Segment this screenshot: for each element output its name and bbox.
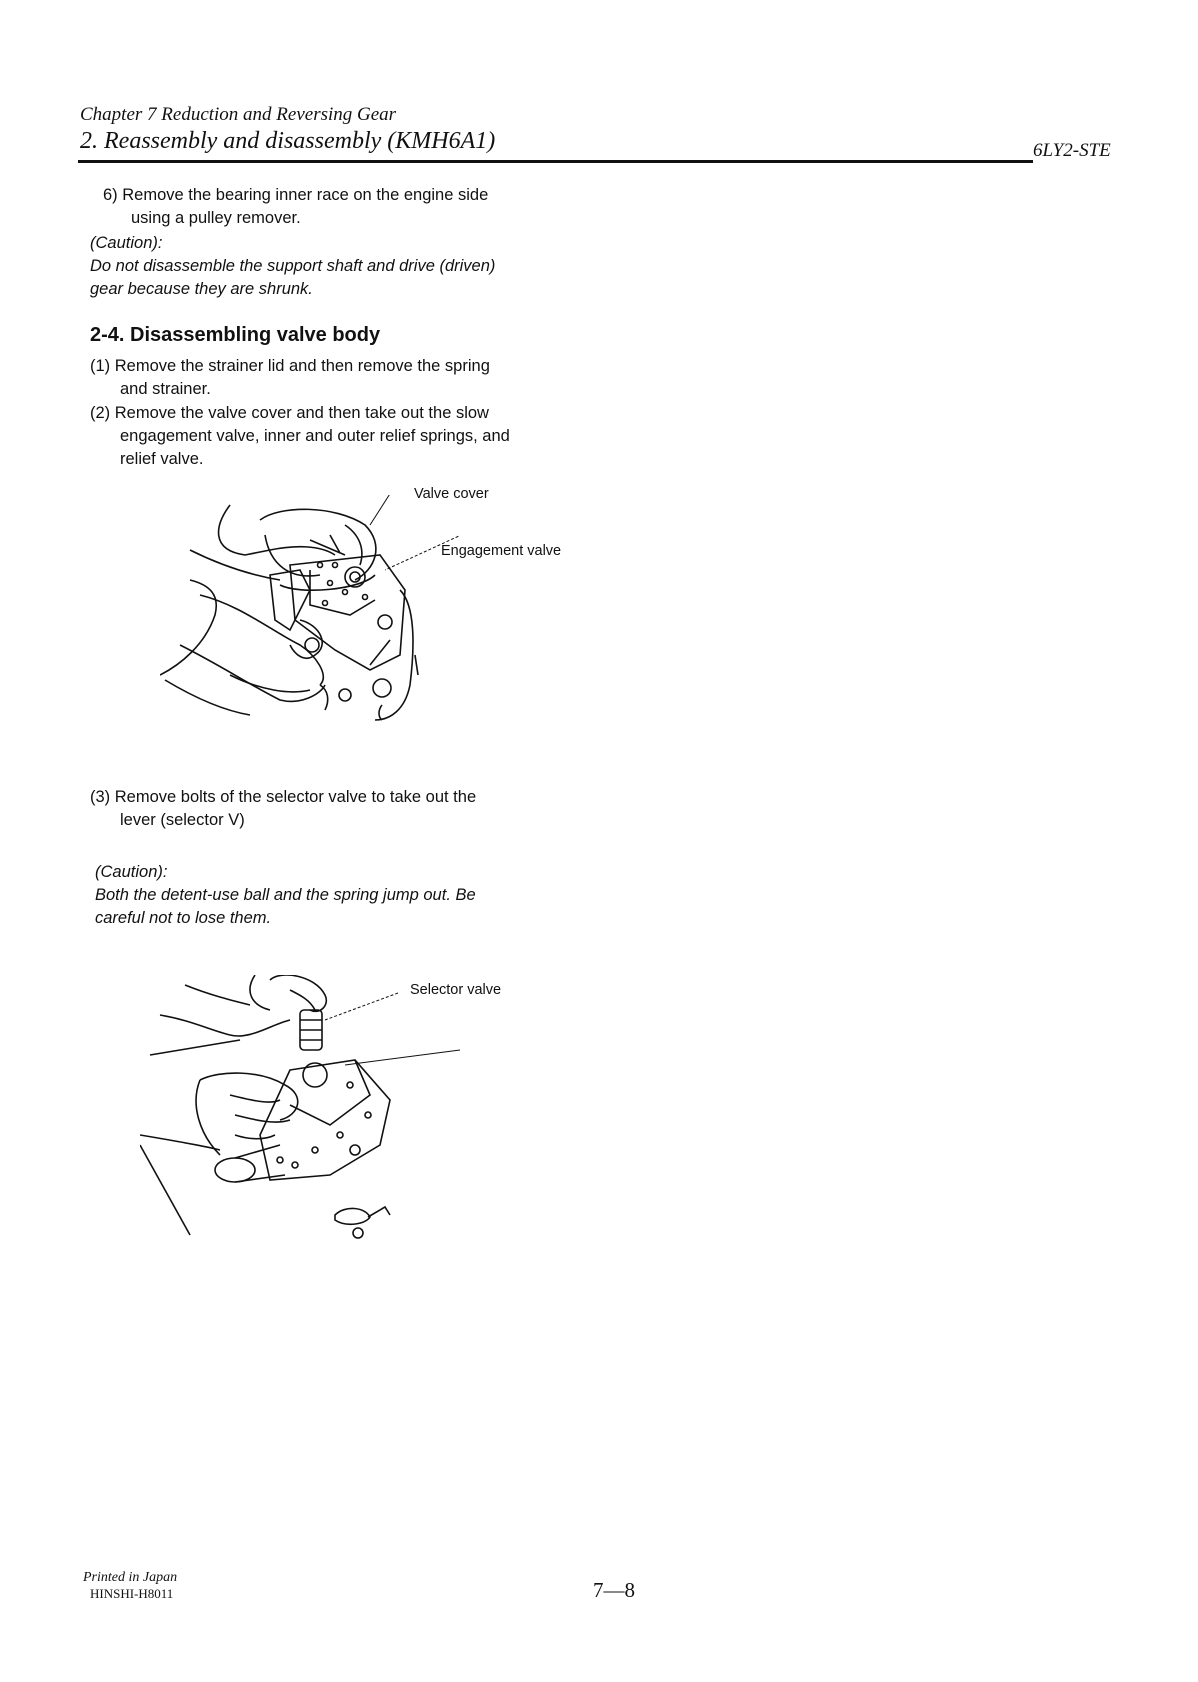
step-1-line-2: and strainer. [120,380,211,398]
printed-in-japan: Printed in Japan [83,1570,178,1585]
step-3-line-2: lever (selector V) [120,811,245,829]
caution-2-label: (Caution): [95,863,168,881]
label-selector-valve: Selector valve [410,982,502,998]
step-1 [90,355,575,401]
step-6-line-1: 6) Remove the bearing inner race on the engine side [103,186,489,204]
chapter-title: Chapter 7 Reduction and Reversing Gear [80,104,397,125]
caution-1-line-2: gear because they are shrunk. [90,280,313,298]
selector-valve-illustration [140,975,510,1250]
step-6 [103,184,573,230]
step-2-line-1: (2) Remove the valve cover and then take out the slow [90,404,489,422]
section-header: 2. Reassembly and disassembly (KMH6A1) [80,128,496,154]
section-title: 2-4. Disassembling valve body [90,324,381,346]
step-3 [90,786,575,832]
header-rule [78,160,1033,163]
caution-1-label: (Caution): [90,234,163,252]
caution-1 [90,232,575,301]
page-number: 7—8 [593,1578,635,1602]
caution-1-line-1: Do not disassemble the support shaft and drive (driven) [90,257,496,275]
step-2-line-2: engagement valve, inner and outer relief springs, and [120,427,510,445]
step-3-line-1: (3) Remove bolts of the selector valve to take out the [90,788,477,806]
caution-2-line-1: Both the detent-use ball and the spring jump out. Be [95,886,476,904]
step-2-line-3: relief valve. [120,450,204,468]
step-1-line-1: (1) Remove the strainer lid and then remove the spring [90,357,490,375]
valve-body-illustration [160,495,460,790]
caution-2 [95,861,575,930]
caution-2-line-2: careful not to lose them. [95,909,272,927]
model-code: 6LY2-STE [1033,140,1111,161]
document-code: HINSHI-H8011 [90,1586,174,1601]
label-valve-cover: Valve cover [414,486,489,502]
step-2 [90,402,575,471]
step-6-line-2: using a pulley remover. [131,209,301,227]
label-engagement-valve: Engagement valve [441,543,562,559]
